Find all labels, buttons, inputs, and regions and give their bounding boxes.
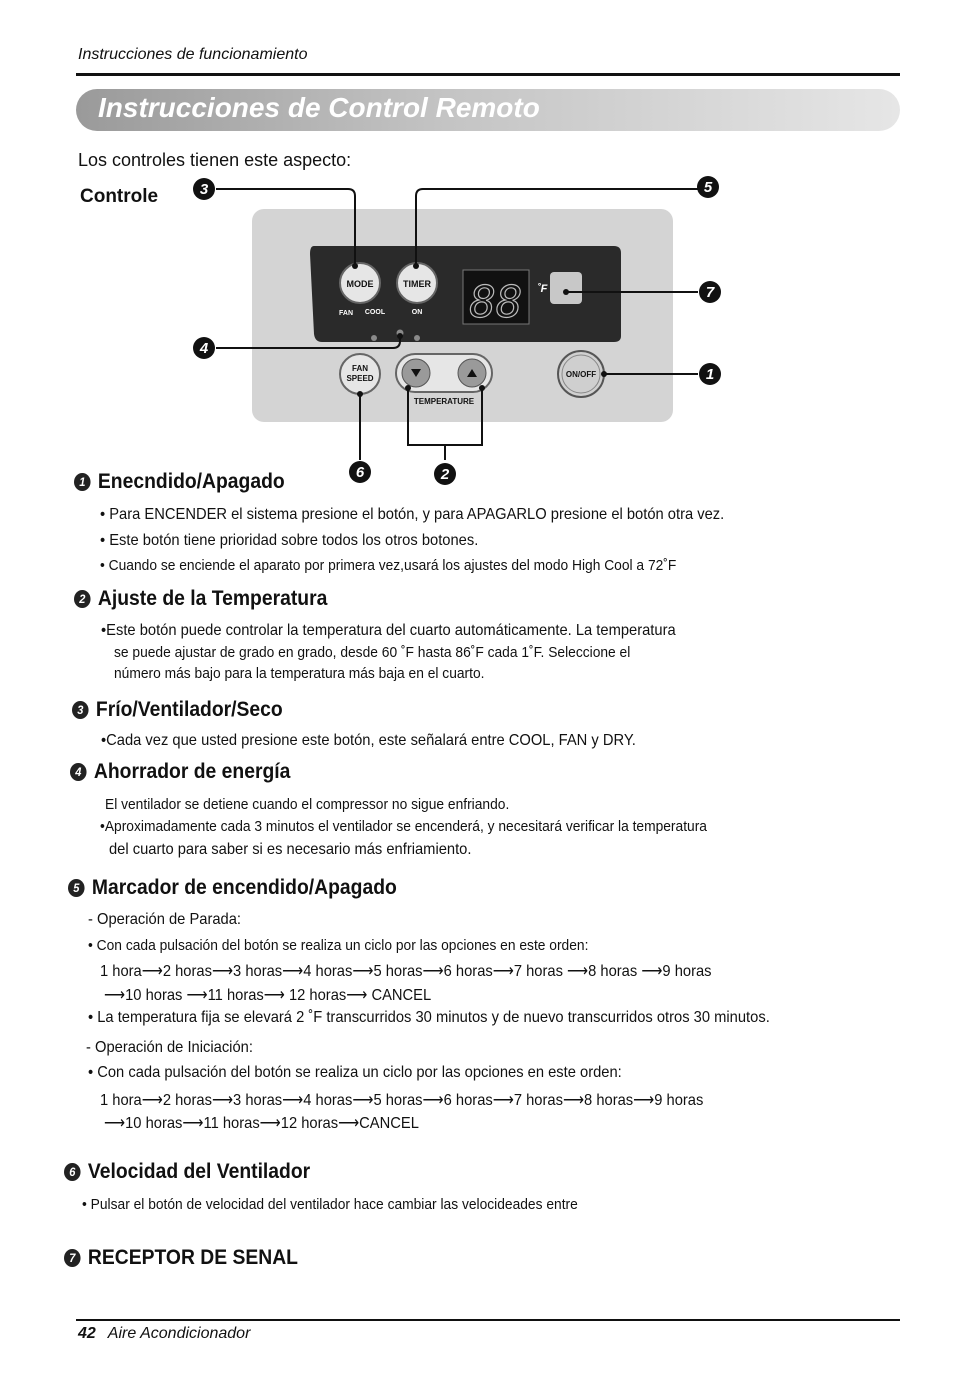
page-title: Instrucciones de Control Remoto bbox=[98, 92, 540, 123]
section-1-heading: Enecndido/Apagado bbox=[97, 470, 285, 493]
section-5-start-line-2: 1 hora⟶2 horas⟶3 horas⟶4 horas⟶5 horas⟶6 horas⟶7 horas⟶8 horas⟶9 horas bbox=[100, 1092, 704, 1109]
callout-dot-1 bbox=[601, 371, 607, 377]
callout-number-1: 1 bbox=[705, 366, 715, 383]
callout-dot-3 bbox=[352, 263, 358, 269]
section-4-title bbox=[70, 760, 290, 784]
section-1-line-1: • Para ENCENDER el sistema presione el botón, y para APAGARLO presione el botón otra vez. bbox=[100, 506, 724, 524]
section-5-stop-line-2: 1 hora⟶2 horas⟶3 horas⟶4 horas⟶5 horas⟶6 horas⟶7 horas ⟶8 horas ⟶9 horas bbox=[100, 963, 712, 980]
signal-receptor bbox=[550, 272, 582, 304]
section-4-line-2: •Aproximadamente cada 3 minutos el ventilador se encenderá, y necesitará verificar la temperatura bbox=[100, 818, 707, 835]
section-2-heading: Ajuste de la Temperatura bbox=[97, 587, 328, 610]
callout-number-5: 5 bbox=[703, 179, 713, 196]
page-number: 42 bbox=[78, 1325, 96, 1342]
section-7-heading: RECEPTOR DE SENAL bbox=[87, 1246, 298, 1269]
running-header: Instrucciones de funcionamiento bbox=[78, 46, 308, 63]
section-4-number: 4 bbox=[70, 763, 87, 781]
fan-indicator-light bbox=[371, 335, 377, 341]
callout-number-4: 4 bbox=[199, 340, 209, 357]
section-5-start-line-1: • Con cada pulsación del botón se realiza un ciclo por las opciones en este orden: bbox=[88, 1064, 622, 1082]
fan-indicator-label: FAN bbox=[339, 310, 353, 317]
control-panel-diagram bbox=[180, 170, 740, 490]
callout-number-7: 7 bbox=[705, 284, 715, 301]
on-indicator-label: ON bbox=[411, 309, 423, 316]
section-6-line-1: • Pulsar el botón de velocidad del ventilador hace cambiar las velocideades entre bbox=[82, 1196, 578, 1213]
section-6-heading: Velocidad del Ventilador bbox=[87, 1160, 311, 1183]
section-2-title bbox=[74, 587, 327, 611]
callout-dot-2b bbox=[479, 385, 485, 391]
header-rule bbox=[76, 73, 900, 76]
section-5-stop-line-3: ⟶10 horas ⟶11 horas⟶ 12 horas⟶ CANCEL bbox=[104, 987, 432, 1004]
section-1-number: 1 bbox=[74, 473, 91, 491]
on-indicator-light bbox=[414, 335, 420, 341]
section-2-line-2: se puede ajustar de grado en grado, desde 60 ˚F hasta 86˚F cada 1˚F. Seleccione el bbox=[114, 644, 631, 661]
mode-label: MODE bbox=[346, 279, 374, 289]
section-3-number: 3 bbox=[72, 701, 89, 719]
display-unit: ˚F bbox=[537, 283, 548, 295]
footer-title: Aire Acondicionador bbox=[107, 1325, 251, 1342]
section-5-number: 5 bbox=[68, 879, 85, 897]
controle-label: Controle bbox=[80, 186, 159, 207]
section-5-title bbox=[68, 876, 397, 900]
section-6-number: 6 bbox=[64, 1163, 81, 1181]
fan-speed-label-2: SPEED bbox=[346, 374, 374, 383]
callout-dot-4 bbox=[397, 333, 403, 339]
section-1-line-2: • Este botón tiene prioridad sobre todos los otros botones. bbox=[100, 532, 478, 550]
section-2-line-1: •Este botón puede controlar la temperatura del cuarto automáticamente. La temperatura bbox=[101, 622, 676, 639]
cool-indicator-label: COOL bbox=[364, 309, 386, 316]
section-7-title bbox=[64, 1246, 298, 1270]
footer-rule bbox=[76, 1319, 900, 1321]
callout-number-2: 2 bbox=[440, 466, 450, 483]
section-5-stop-line-1: • Con cada pulsación del botón se realiza un ciclo por las opciones en este orden: bbox=[88, 937, 588, 954]
onoff-label: ON/OFF bbox=[565, 370, 597, 379]
temperature-label: TEMPERATURE bbox=[413, 397, 475, 406]
section-5-heading: Marcador de encendido/Apagado bbox=[91, 876, 397, 899]
section-7-number: 7 bbox=[64, 1249, 81, 1267]
callout-dot-2a bbox=[405, 385, 411, 391]
section-1-title bbox=[74, 470, 285, 494]
callout-number-3: 3 bbox=[199, 181, 209, 198]
callout-dot-6 bbox=[357, 391, 363, 397]
display-digits: 88 bbox=[469, 277, 523, 328]
callout-dot-5 bbox=[413, 263, 419, 269]
fan-speed-label-1: FAN bbox=[352, 364, 368, 373]
section-2-number: 2 bbox=[74, 590, 91, 608]
intro-text: Los controles tienen este aspecto: bbox=[78, 150, 352, 170]
section-3-line-1: •Cada vez que usted presione este botón, este señalará entre COOL, FAN y DRY. bbox=[101, 732, 636, 749]
section-1-line-3: • Cuando se enciende el aparato por primera vez,usará los ajustes del modo High Cool a 72˚F bbox=[100, 557, 676, 574]
timer-label: TIMER bbox=[403, 279, 431, 289]
section-4-heading: Ahorrador de energía bbox=[93, 760, 291, 783]
callout-number-6: 6 bbox=[355, 464, 365, 481]
section-4-line-1: El ventilador se detiene cuando el compressor no sigue enfriando. bbox=[105, 796, 510, 813]
section-6-title bbox=[64, 1160, 310, 1184]
section-5-stop-line-4: • La temperatura fija se elevará 2 ˚F transcurridos 30 minutos y de nuevo transcurridos otros 30 minutos. bbox=[88, 1009, 770, 1027]
section-3-heading: Frío/Ventilador/Seco bbox=[95, 698, 283, 721]
callout-dot-7 bbox=[563, 289, 569, 295]
section-3-title bbox=[72, 698, 283, 722]
section-4-line-3: del cuarto para saber si es necesario más enfriamiento. bbox=[109, 841, 472, 858]
section-5-start-label: - Operación de Iniciación: bbox=[86, 1039, 253, 1056]
page-footer bbox=[78, 1325, 250, 1343]
section-2-line-3: número más bajo para la temperatura más baja en el cuarto. bbox=[114, 665, 485, 682]
section-5-stop-label: - Operación de Parada: bbox=[88, 911, 242, 928]
section-5-start-line-3: ⟶10 horas⟶11 horas⟶12 horas⟶CANCEL bbox=[104, 1115, 419, 1132]
